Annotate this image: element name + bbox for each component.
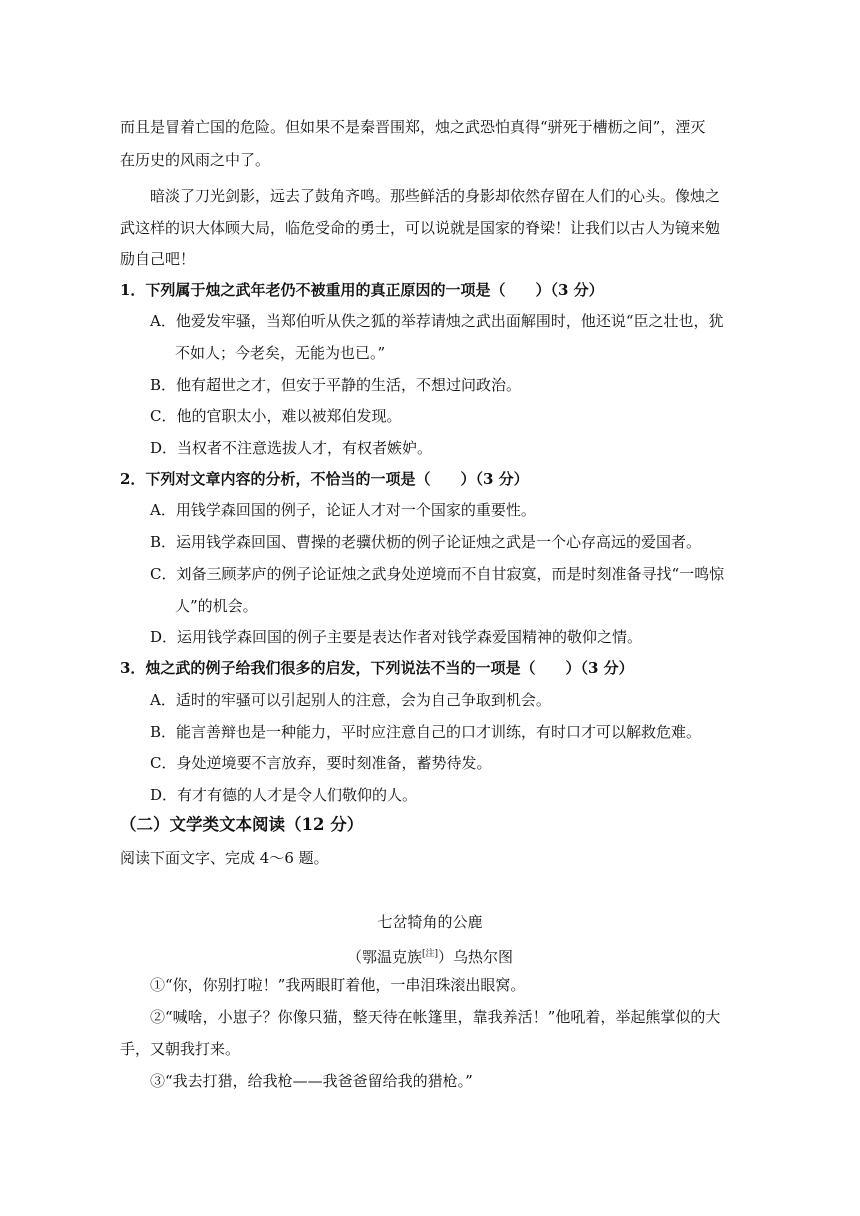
question-option: A．用钱学森回国的例子，论证人才对一个国家的重要性。 (150, 501, 536, 519)
passage-line: 武这样的识大体顾大局，临危受命的勇士，可以说就是国家的脊梁！让我们以古人为镜来勉 (120, 219, 721, 237)
section-instruction: 阅读下面文字、完成 4～6 题。 (120, 849, 329, 867)
question-stem: 1．下列属于烛之武年老仍不被重用的真正原因的一项是（ ）（3 分） (120, 281, 604, 299)
author-suffix: ）乌热尔图 (438, 948, 514, 966)
question-option-continuation: 人”的机会。 (175, 597, 258, 615)
question-option: B．他有超世之才，但安于平静的生活，不想过问政治。 (150, 376, 522, 394)
question-option: B．能言善辩也是一种能力，平时应注意自己的口才训练，有时口才可以解救危难。 (150, 723, 702, 741)
story-paragraph-continuation: 手，又朝我打来。 (120, 1040, 241, 1058)
question-option-continuation: 不如人；今老矣，无能为也已。” (175, 344, 386, 362)
passage-line: 暗淡了刀光剑影，远去了鼓角齐鸣。那些鲜活的身影却依然存留在人们的心头。像烛之 (150, 187, 721, 205)
author-prefix: （鄂温克族 (346, 948, 422, 966)
question-option: C．他的官职太小，难以被郑伯发现。 (150, 407, 402, 425)
passage-line: 而且是冒着亡国的危险。但如果不是秦晋围郑，烛之武恐怕真得“骈死于槽枥之间”，湮灭 (120, 118, 706, 136)
section-heading: （二）文学类文本阅读（12 分） (120, 815, 364, 834)
passage-line: 励自己吧！ (120, 250, 196, 268)
question-option: C．身处逆境要不言放弃，要时刻准备，蓄势待发。 (150, 754, 492, 772)
question-stem: 2．下列对文章内容的分析，不恰当的一项是（ ）（3 分） (120, 470, 529, 488)
story-paragraph: ②“喊啥，小崽子？你像只猫，整天待在帐篷里，靠我养活！”他吼着，举起熊掌似的大 (150, 1008, 721, 1026)
question-option: A．他爱发牢骚，当郑伯听从佚之狐的举荐请烛之武出面解围时，他还说“臣之壮也，犹 (150, 312, 724, 330)
question-option: C．刘备三顾茅庐的例子论证烛之武身处逆境而不自甘寂寞，而是时刻准备寻找“一鸣惊 (150, 565, 725, 583)
passage-line: 在历史的风雨之中了。 (120, 151, 271, 169)
question-option: B．运用钱学森回国、曹操的老骥伏枥的例子论证烛之武是一个心存高远的爱国者。 (150, 533, 702, 551)
question-option: D．有才有德的人才是令人们敬仰的人。 (150, 786, 418, 804)
story-title: 七岔犄角的公鹿 (377, 913, 483, 931)
author-note-marker: [注] (421, 949, 439, 959)
question-option: D．当权者不注意选拔人才，有权者嫉妒。 (150, 439, 433, 457)
question-option: D．运用钱学森回国的例子主要是表达作者对钱学森爱国精神的敬仰之情。 (150, 628, 643, 646)
story-paragraph: ③“我去打猎，给我枪——我爸爸留给我的猎枪。” (150, 1072, 473, 1090)
story-author (0, 944, 860, 967)
story-paragraph: ①“你，你别打啦！”我两眼盯着他，一串泪珠滚出眼窝。 (150, 976, 526, 994)
question-stem: 3．烛之武的例子给我们很多的启发，下列说法不当的一项是（ ）（3 分） (120, 659, 634, 677)
question-option: A．适时的牢骚可以引起别人的注意，会为自己争取到机会。 (150, 691, 551, 709)
